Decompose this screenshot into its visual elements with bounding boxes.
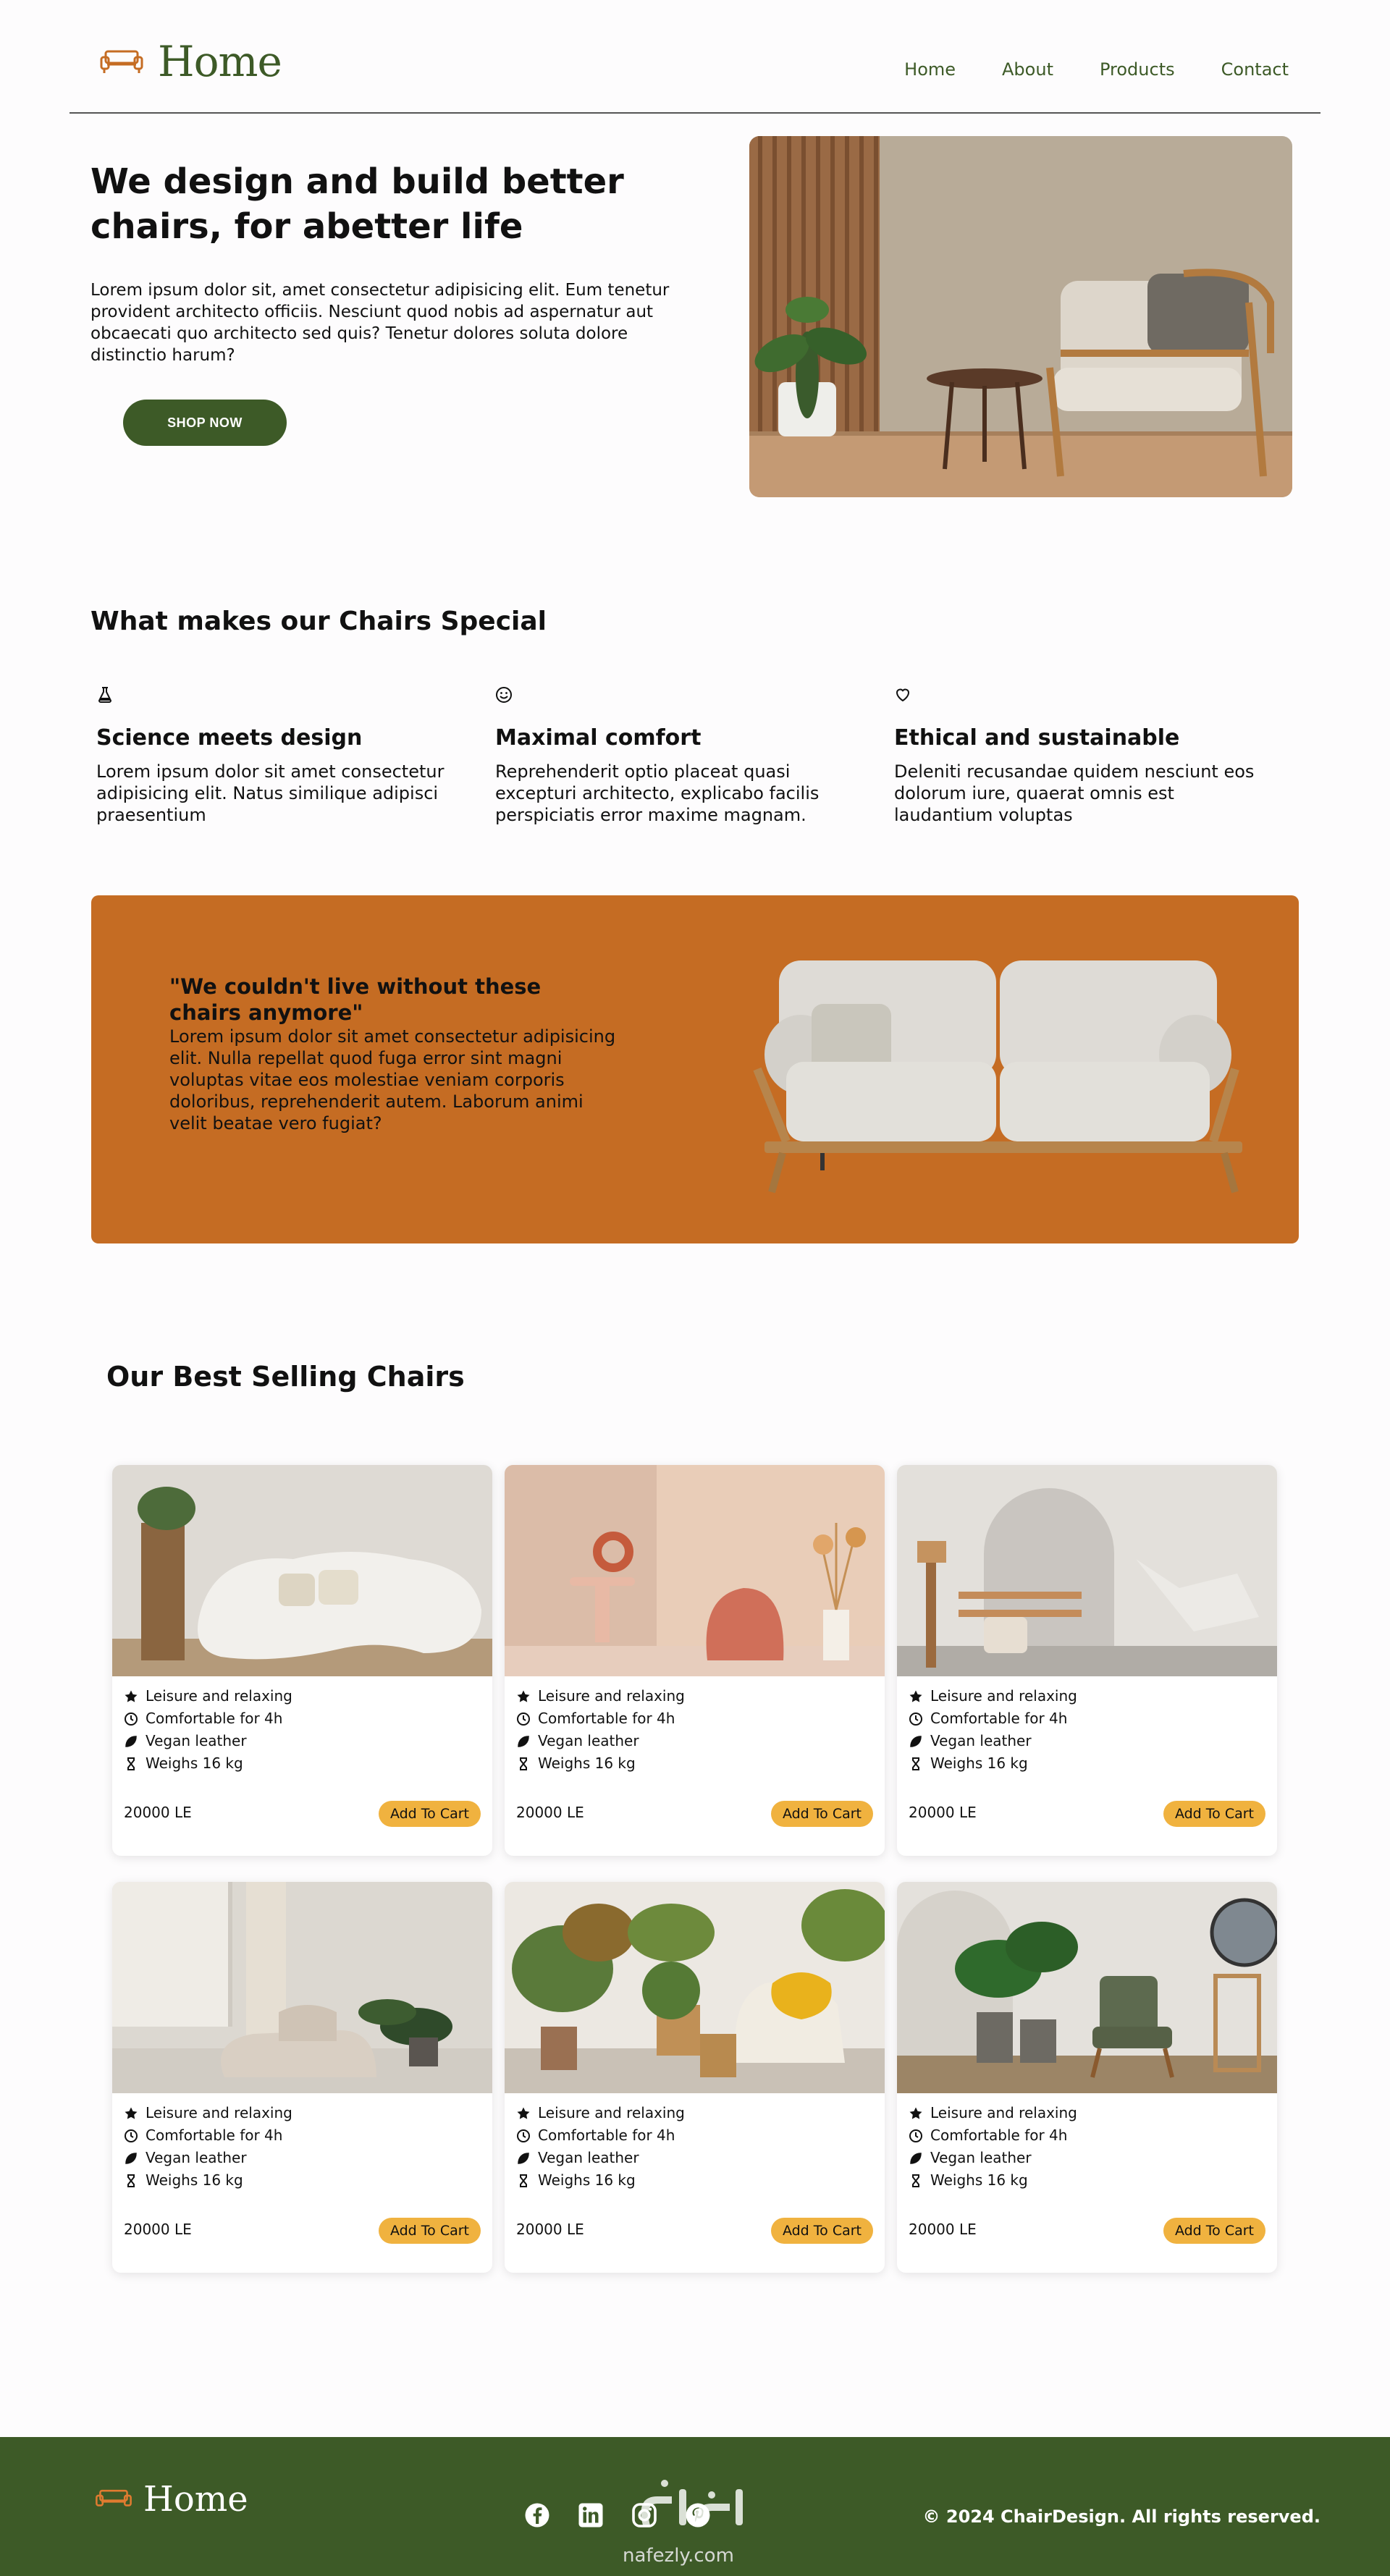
product-feature-label: Leisure and relaxing [146, 1687, 292, 1705]
product-feature-label: Vegan leather [146, 1732, 247, 1749]
product-feature-label: Weighs 16 kg [146, 1754, 243, 1772]
product-feature-label: Comfortable for 4h [538, 2127, 675, 2144]
product-feature-label: Leisure and relaxing [930, 1687, 1077, 1705]
best-selling-title: Our Best Selling Chairs [106, 1361, 465, 1393]
product-feature-item [124, 1685, 492, 1707]
product-feature-item [516, 1685, 885, 1707]
product-features [897, 2093, 1277, 2192]
product-image[interactable] [897, 1465, 1277, 1676]
product-image[interactable] [505, 1465, 885, 1676]
product-feature-item [516, 2124, 885, 2147]
clock-icon [516, 1712, 531, 1726]
hourglass-icon [909, 1757, 923, 1771]
product-feature-label: Weighs 16 kg [930, 1754, 1028, 1772]
brand-logo[interactable] [98, 37, 282, 86]
hourglass-icon [124, 1757, 138, 1771]
footer-brand-name: Home [143, 2479, 248, 2520]
product-feature-item [124, 1752, 492, 1775]
clock-icon [516, 2129, 531, 2143]
copyright-text: © 2024 ChairDesign. All rights reserved. [922, 2507, 1320, 2527]
product-image[interactable] [112, 1465, 492, 1676]
product-feature-item [124, 2102, 492, 2124]
product-feature-item [909, 2169, 1277, 2192]
product-feature-label: Vegan leather [538, 2149, 639, 2166]
product-feature-label: Weighs 16 kg [538, 1754, 636, 1772]
product-feature-label: Leisure and relaxing [538, 1687, 685, 1705]
product-features [112, 2093, 492, 2192]
product-feature-label: Comfortable for 4h [930, 1710, 1068, 1727]
clock-icon [909, 1712, 923, 1726]
hero-image [749, 136, 1292, 497]
star-icon [124, 1689, 138, 1704]
feature-title: Ethical and sustainable [894, 725, 1180, 751]
feature-text: Reprehenderit optio placeat quasi excepturi architecto, explicabo facilis perspiciatis error maxime magnam. [495, 761, 820, 825]
star-icon [124, 2106, 138, 2121]
nav-about[interactable]: About [1002, 59, 1053, 80]
add-to-cart-button[interactable]: Add To Cart [1163, 1801, 1265, 1827]
product-card [897, 1465, 1277, 1856]
feature-science [96, 686, 473, 826]
product-feature-label: Weighs 16 kg [146, 2171, 243, 2189]
product-price: 20000 LE [909, 1804, 977, 1821]
product-card [112, 1465, 492, 1856]
site-header [0, 0, 1390, 114]
product-feature-label: Leisure and relaxing [538, 2104, 685, 2121]
nav-products[interactable]: Products [1099, 59, 1175, 80]
smile-icon [495, 686, 513, 704]
product-feature-label: Comfortable for 4h [146, 1710, 283, 1727]
product-feature-item [516, 1730, 885, 1752]
product-feature-label: Leisure and relaxing [930, 2104, 1077, 2121]
product-image[interactable] [112, 1882, 492, 2093]
leaf-icon [909, 2151, 923, 2166]
feature-text: Deleniti recusandae quidem nesciunt eos dolorum iure, quaerat omnis est laudantium voluptas [894, 761, 1255, 825]
hero-title: We design and build better chairs, for abetter life [90, 161, 624, 247]
testimonial-quote: "We couldn't live without these chairs anymore" [169, 974, 542, 1025]
product-image[interactable] [897, 1882, 1277, 2093]
product-card [897, 1882, 1277, 2273]
product-feature-item [909, 2124, 1277, 2147]
product-feature-label: Weighs 16 kg [538, 2171, 636, 2189]
leaf-icon [124, 1734, 138, 1749]
testimonial-banner [91, 895, 1299, 1243]
hero-description: Lorem ipsum dolor sit, amet consectetur adipisicing elit. Eum tenetur provident architecto officiis. Nesciunt quod nobis ad aspernatur aut obcaecati quo architecto sed quis? Tenetur dolores soluta dolore distinctio harum? [90, 281, 670, 365]
product-feature-label: Vegan leather [930, 2149, 1032, 2166]
product-feature-item [909, 2102, 1277, 2124]
facebook-icon[interactable] [524, 2502, 550, 2528]
product-feature-item [124, 1730, 492, 1752]
feature-text: Lorem ipsum dolor sit amet consectetur adipisicing elit. Natus similique adipisci praesentium [96, 761, 445, 825]
product-feature-label: Comfortable for 4h [146, 2127, 283, 2144]
brand-name: Home [158, 37, 282, 86]
star-icon [909, 2106, 923, 2121]
product-feature-label: Weighs 16 kg [930, 2171, 1028, 2189]
product-feature-item [516, 2169, 885, 2192]
product-features [505, 2093, 885, 2192]
leaf-icon [124, 2151, 138, 2166]
clock-icon [124, 2129, 138, 2143]
product-feature-item [124, 1707, 492, 1730]
product-feature-label: Vegan leather [146, 2149, 247, 2166]
add-to-cart-button[interactable]: Add To Cart [379, 1801, 481, 1827]
product-feature-label: Vegan leather [538, 1732, 639, 1749]
hourglass-icon [516, 2174, 531, 2188]
leaf-icon [909, 1734, 923, 1749]
flask-icon [96, 686, 114, 704]
linkedin-icon[interactable] [578, 2502, 604, 2528]
hourglass-icon [124, 2174, 138, 2188]
product-feature-item [909, 1685, 1277, 1707]
feature-ethical [894, 686, 1271, 826]
features-title: What makes our Chairs Special [90, 607, 547, 636]
product-features [112, 1676, 492, 1775]
product-feature-item [124, 2147, 492, 2169]
product-feature-item [909, 1707, 1277, 1730]
star-icon [516, 2106, 531, 2121]
product-feature-item [909, 1752, 1277, 1775]
clock-icon [909, 2129, 923, 2143]
product-feature-label: Vegan leather [930, 1732, 1032, 1749]
product-price: 20000 LE [124, 1804, 192, 1821]
add-to-cart-button[interactable]: Add To Cart [771, 2218, 873, 2244]
footer-logo[interactable] [94, 2479, 248, 2520]
sofa-image [714, 924, 1279, 1214]
product-card [505, 1882, 885, 2273]
product-card [505, 1465, 885, 1856]
product-price: 20000 LE [516, 1804, 584, 1821]
site-footer [0, 2437, 1390, 2576]
product-feature-item [124, 2124, 492, 2147]
add-to-cart-button[interactable]: Add To Cart [1163, 2218, 1265, 2244]
product-feature-item [909, 2147, 1277, 2169]
sofa-icon [94, 2487, 133, 2512]
product-price: 20000 LE [516, 2221, 584, 2238]
product-feature-label: Comfortable for 4h [538, 1710, 675, 1727]
feature-title: Science meets design [96, 725, 363, 751]
product-feature-item [516, 2147, 885, 2169]
add-to-cart-button[interactable]: Add To Cart [379, 2218, 481, 2244]
feature-title: Maximal comfort [495, 725, 702, 751]
product-price: 20000 LE [124, 2221, 192, 2238]
product-feature-item [516, 2102, 885, 2124]
add-to-cart-button[interactable]: Add To Cart [771, 1801, 873, 1827]
hourglass-icon [909, 2174, 923, 2188]
product-price: 20000 LE [909, 2221, 977, 2238]
product-feature-item [909, 1730, 1277, 1752]
product-image[interactable] [505, 1882, 885, 2093]
star-icon [909, 1689, 923, 1704]
sofa-icon [98, 47, 145, 76]
clock-icon [124, 1712, 138, 1726]
watermark-logo [621, 2467, 780, 2569]
feature-comfort [495, 686, 872, 826]
product-features [897, 1676, 1277, 1775]
main-nav [858, 59, 1289, 80]
leaf-icon [516, 2151, 531, 2166]
header-divider [70, 112, 1320, 114]
nav-home[interactable]: Home [904, 59, 956, 80]
testimonial-text [169, 974, 618, 1134]
product-feature-item [516, 1752, 885, 1775]
product-feature-label: Leisure and relaxing [146, 2104, 292, 2121]
leaf-icon [516, 1734, 531, 1749]
testimonial-body: Lorem ipsum dolor sit amet consectetur adipisicing elit. Nulla repellat quod fuga error sint magni voluptas vitae eos molestiae veniam corporis doloribus, reprehenderit autem. Laborum animi velit beatae vero fugiat? [169, 1026, 616, 1133]
hourglass-icon [516, 1757, 531, 1771]
product-feature-item [516, 1707, 885, 1730]
heart-icon [894, 686, 911, 704]
nav-contact[interactable]: Contact [1221, 59, 1289, 80]
product-card [112, 1882, 492, 2273]
svg-text:nafezly.com: nafezly.com [623, 2545, 734, 2567]
product-features [505, 1676, 885, 1775]
product-feature-label: Comfortable for 4h [930, 2127, 1068, 2144]
shop-now-button[interactable]: SHOP NOW [123, 400, 287, 446]
star-icon [516, 1689, 531, 1704]
product-feature-item [124, 2169, 492, 2192]
